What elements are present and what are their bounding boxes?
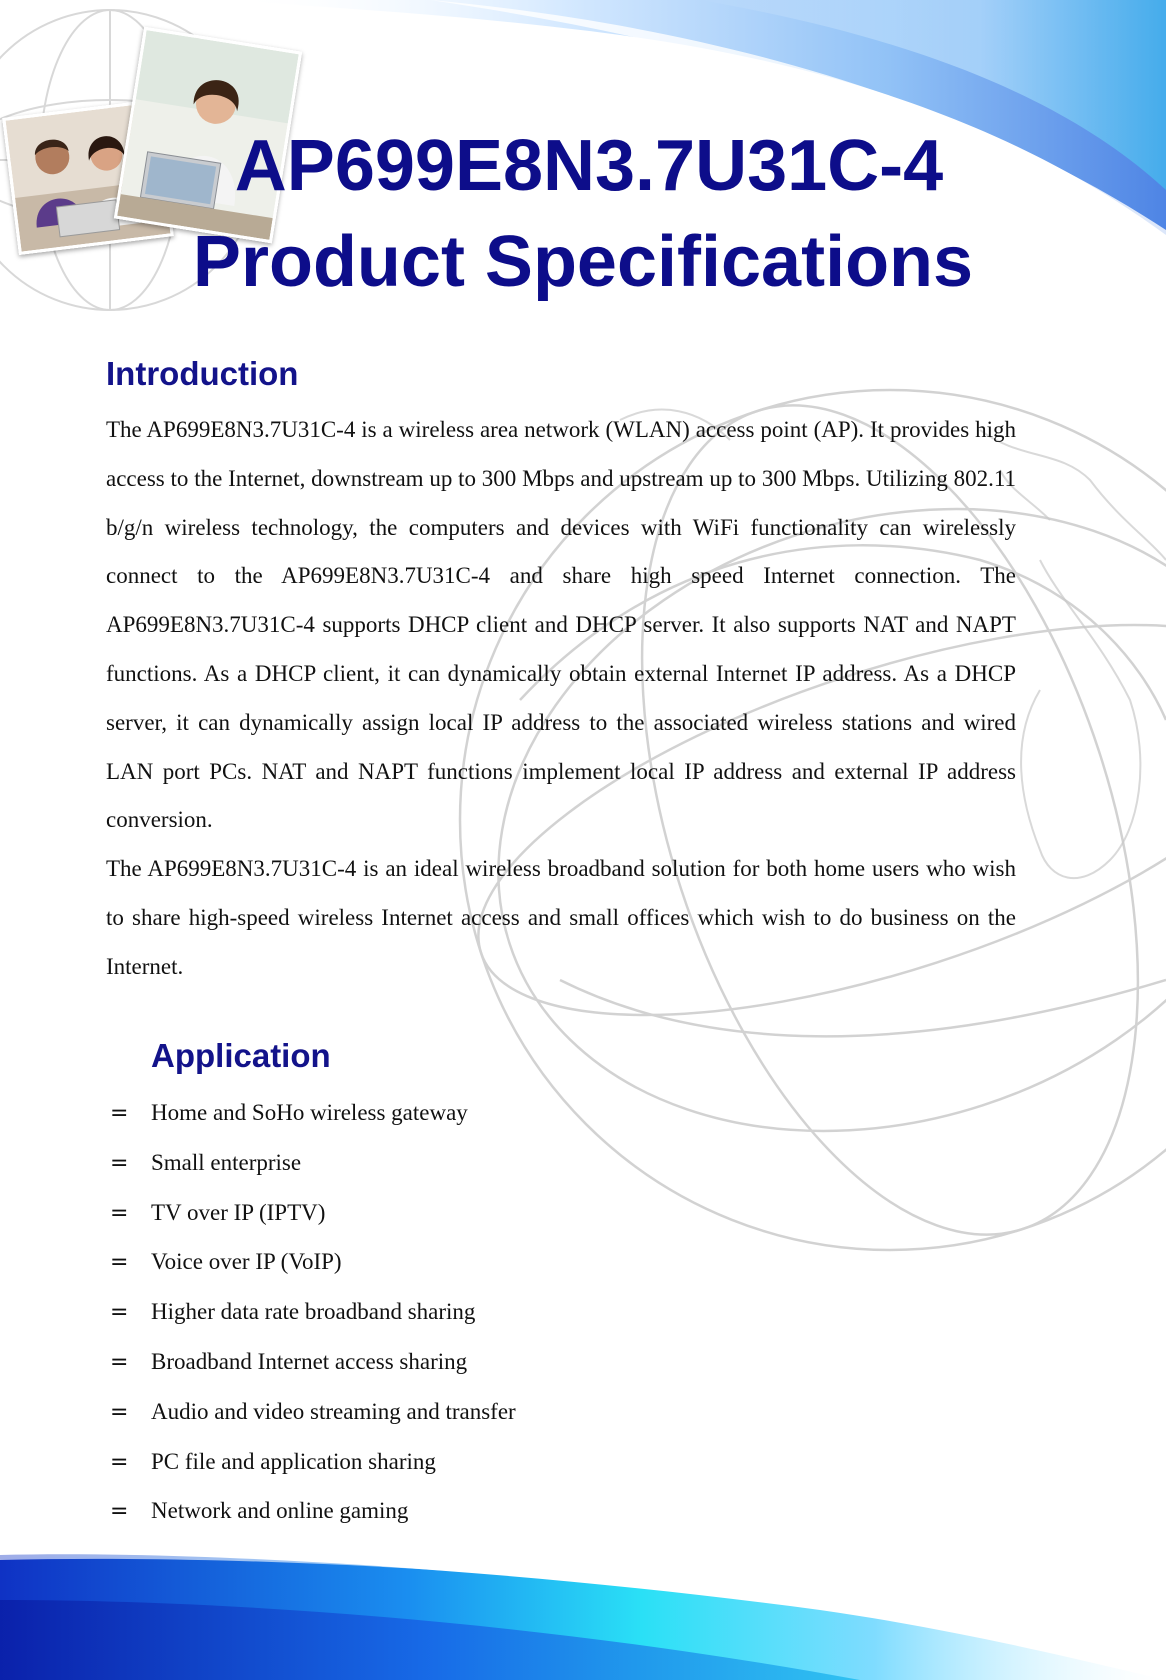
list-item bbox=[106, 1089, 806, 1139]
application-heading: Application bbox=[151, 1037, 331, 1074]
bullet-symbol: = bbox=[110, 1399, 129, 1425]
bullet-symbol: = bbox=[110, 1349, 129, 1375]
introduction-paragraph: The AP699E8N3.7U31C-4 is a wireless area network (WLAN) access point (AP). It provides high access to the Internet, downstream up to 300 Mbps and upstream up to 300 Mbps. Utilizing 802.11 b/g/n wireless technology, the computers and devices with WiFi functionality can wirelessly connect to the AP699E8N3.7U31C-4 and share high speed Internet connection. The AP699E8N3.7U31C-4 supports DHCP client and DHCP server. It also supports NAT and NAPT functions. As a DHCP client, it can dynamically obtain external Internet IP address. As a DHCP server, it can dynamically assign local IP address to the associated wireless stations and wired LAN port PCs. NAT and NAPT functions implement local IP address and external IP address conversion. bbox=[106, 417, 1016, 833]
list-item bbox=[106, 1189, 806, 1239]
list-item-text: Home and SoHo wireless gateway bbox=[151, 1100, 468, 1125]
document-title-model: AP699E8N3.7U31C-4 bbox=[234, 126, 944, 206]
list-item-text: Higher data rate broadband sharing bbox=[151, 1299, 476, 1325]
introduction-paragraph: The AP699E8N3.7U31C-4 is an ideal wireless broadband solution for both home users who wish to share high-speed wireless Internet access and small offices which wish to do business on the Internet. bbox=[106, 856, 1016, 979]
introduction-heading: Introduction bbox=[106, 355, 299, 392]
list-item-text: Broadband Internet access sharing bbox=[151, 1348, 468, 1374]
list-item-text: Network and online gaming bbox=[151, 1498, 409, 1524]
list-item-text: Small enterprise bbox=[151, 1149, 302, 1175]
list-item bbox=[106, 1338, 806, 1388]
introduction-body bbox=[106, 406, 1016, 992]
bullet-symbol: = bbox=[110, 1300, 129, 1326]
list-item bbox=[106, 1388, 806, 1438]
bullet-symbol: = bbox=[110, 1499, 129, 1525]
list-item-text: Voice over IP (VoIP) bbox=[151, 1249, 342, 1275]
list-item bbox=[106, 1238, 806, 1288]
list-item-text: TV over IP (IPTV) bbox=[151, 1199, 326, 1225]
bullet-symbol: = bbox=[110, 1250, 129, 1276]
list-item-text: PC file and application sharing bbox=[151, 1448, 436, 1474]
list-item bbox=[106, 1487, 806, 1537]
bullet-symbol: = bbox=[110, 1101, 129, 1126]
bullet-symbol: = bbox=[110, 1449, 129, 1475]
list-item-text: Audio and video streaming and transfer bbox=[151, 1398, 516, 1424]
list-item bbox=[106, 1438, 806, 1488]
document-title-subtitle: Product Specifications bbox=[192, 222, 974, 302]
list-item bbox=[106, 1288, 806, 1338]
bullet-symbol: = bbox=[110, 1150, 129, 1176]
list-item bbox=[106, 1139, 806, 1189]
bullet-symbol: = bbox=[110, 1200, 129, 1226]
application-list bbox=[106, 1089, 806, 1537]
